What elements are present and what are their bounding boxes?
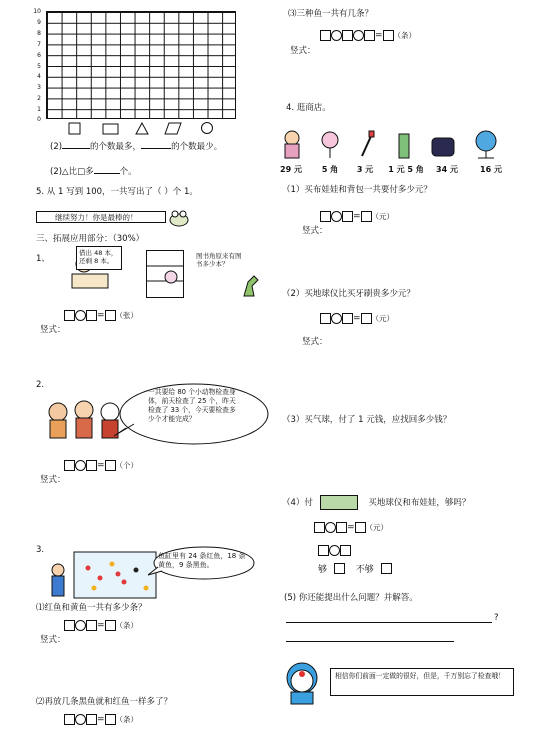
answer-box[interactable] [361, 211, 372, 222]
answer-box[interactable] [105, 460, 116, 471]
enough-checkbox[interactable] [334, 563, 345, 574]
rectangle-icon [103, 124, 118, 134]
globe-icon [476, 131, 496, 158]
q2-line2-suffix: 个。 [119, 167, 137, 177]
r-s1-unit: （元） [371, 212, 395, 221]
answer-box[interactable] [355, 522, 366, 533]
blank[interactable] [62, 148, 90, 149]
not-enough-label: 不够 [355, 565, 374, 575]
price-balloon: 5 角 [321, 165, 339, 174]
operator-circle[interactable] [353, 30, 364, 41]
bar-grid [46, 11, 236, 119]
answer-box[interactable] [105, 310, 116, 321]
closing-note: 相信你们前面一定做的很好，但是，千万别忘了检查哦！ [330, 668, 514, 696]
operator-circle[interactable] [75, 460, 86, 471]
not-enough-checkbox[interactable] [381, 563, 392, 574]
p3-unit2: （条） [115, 715, 139, 724]
bookshelf-illustration [146, 250, 184, 298]
q2-text-b: 的个数最少。 [171, 142, 223, 152]
q2-line2-prefix: (2)△比□多 [50, 167, 94, 177]
triangle-icon [136, 123, 148, 134]
y-tick: 8 [37, 30, 41, 37]
r-s1-equation: = （元） [320, 211, 394, 222]
fish-tank-illustration [48, 548, 158, 602]
q2-prefix: (2) [50, 142, 63, 152]
y-tick: 10 [33, 8, 41, 15]
p2-unit: （个） [115, 461, 139, 470]
answer-box[interactable] [64, 460, 75, 471]
p3-unit1: （条） [115, 621, 139, 630]
answer-box[interactable] [105, 714, 116, 725]
r-s1: （1）买布娃娃和背包一共要付多少元？ [282, 185, 432, 195]
r-q3-shushi: 竖式： [290, 46, 316, 56]
p3-bubble-text: 鱼缸里有 24 条红鱼，18 条黄鱼，9 条黑鱼。 [158, 552, 246, 569]
y-tick: 2 [37, 95, 41, 102]
r-s2-shushi: 竖式： [302, 337, 328, 347]
encourage-text: 继续努力！你是最棒的！ [55, 213, 138, 222]
r-s2: （2）买地球仪比买牙刷贵多少元？ [282, 289, 415, 299]
operator-circle[interactable] [331, 30, 342, 41]
answer-line[interactable] [286, 641, 454, 642]
answer-box[interactable] [64, 310, 75, 321]
r-s5-qmark: ? [494, 613, 499, 623]
r-s3: （3）买气球，付了 1 元钱，应找回多少钱？ [282, 415, 452, 425]
r-s2-equation: = （元） [320, 313, 394, 324]
y-tick: 9 [37, 19, 41, 26]
answer-box[interactable] [340, 545, 351, 556]
price-backpack: 34 元 [436, 165, 458, 174]
answer-box[interactable] [342, 211, 353, 222]
circle-icon [202, 123, 213, 134]
r-s2-unit: （元） [371, 314, 395, 323]
y-tick: 3 [37, 84, 41, 91]
dinosaur-icon [240, 272, 260, 298]
enough-label: 够 [318, 565, 328, 575]
toothbrush-icon [362, 131, 374, 156]
price-globe: 16 元 [480, 165, 502, 174]
answer-box[interactable] [318, 545, 329, 556]
price-doll: 29 元 [280, 165, 302, 174]
y-tick: 5 [37, 63, 41, 70]
p3-q1: ⑴红鱼和黄鱼一共有多少条？ [36, 603, 147, 613]
balloon-icon [322, 132, 338, 158]
backpack-icon [432, 138, 454, 156]
p1-number: 1、 [36, 254, 50, 264]
r-s4-choice [318, 562, 392, 575]
operator-circle[interactable] [75, 714, 86, 725]
answer-box[interactable] [314, 522, 325, 533]
encourage-banner [36, 211, 166, 223]
p3-shushi: 竖式： [40, 635, 66, 645]
doll-icon [285, 131, 299, 158]
operator-circle[interactable] [325, 522, 336, 533]
p2-equation: = （个） [64, 460, 138, 471]
shape-icons [65, 121, 225, 137]
answer-line[interactable] [286, 622, 492, 623]
q2-line2 [50, 167, 137, 178]
p3-q1-equation: = （条） [64, 620, 138, 631]
p3-number: 3. [36, 545, 45, 555]
answer-box[interactable] [320, 30, 331, 41]
answer-box[interactable] [320, 211, 331, 222]
q2-line1 [50, 142, 222, 153]
q5: 5. 从 1 写到 100，一共写出了（ ）个 1。 [36, 187, 198, 197]
p3-q2: ⑵再放几条黑鱼就和红鱼一样多了？ [36, 697, 173, 707]
operator-circle[interactable] [75, 310, 86, 321]
answer-box[interactable] [86, 620, 97, 631]
banknote-icon [320, 495, 358, 510]
frog-icon [168, 208, 190, 228]
p2-shushi: 竖式： [40, 475, 66, 485]
p3-q2-equation: = （条） [64, 714, 138, 725]
answer-box[interactable] [64, 714, 75, 725]
p2-bubble-text: 一共要给 80 个小动物检查身体，前天检查了 25 个，昨天检查了 33 个，今天要检查多少个才能完成？ [148, 388, 236, 423]
r-s4-compare [318, 545, 351, 556]
answer-box[interactable] [320, 313, 331, 324]
answer-box[interactable] [86, 460, 97, 471]
answer-box[interactable] [86, 714, 97, 725]
q2-text-a: 的个数最多， [90, 142, 142, 152]
square-icon [69, 123, 80, 134]
price-toothbrush: 3 元 [356, 165, 374, 174]
r-s4-line [282, 495, 470, 510]
y-tick: 1 [37, 106, 41, 113]
answer-box[interactable] [64, 620, 75, 631]
r-s4-equation: = （元） [314, 522, 388, 533]
y-tick: 7 [37, 41, 41, 48]
r-s4-prefix: （4）付 [282, 498, 313, 508]
blank[interactable] [141, 148, 171, 149]
answer-box[interactable] [336, 522, 347, 533]
r-q3-unit: （条） [393, 31, 417, 40]
operator-circle[interactable] [331, 313, 342, 324]
answer-box[interactable] [364, 30, 375, 41]
r-q3: ⑶三种鱼一共有几条？ [288, 9, 374, 19]
toothpaste-icon [399, 134, 409, 158]
r-s5: (5) 你还能提出什么问题？并解答。 [284, 593, 418, 603]
r-s1-shushi: 竖式： [302, 226, 328, 236]
p2-number: 2. [36, 380, 45, 390]
operator-circle[interactable] [75, 620, 86, 631]
p1-shushi: 竖式： [40, 325, 66, 335]
y-tick: 0 [37, 116, 41, 123]
operator-circle[interactable] [331, 211, 342, 222]
answer-box[interactable] [361, 313, 372, 324]
r-s4-suffix: 买地球仪和布娃娃，够吗？ [368, 498, 471, 508]
p1-speech-left: 借出 48 本，还剩 8 本。 [76, 246, 122, 270]
r-q4: 4. 逛商店。 [286, 103, 331, 113]
store-items [276, 128, 512, 160]
y-tick: 4 [37, 73, 41, 80]
r-s4-unit: （元） [365, 523, 389, 532]
y-tick: 6 [37, 52, 41, 59]
answer-box[interactable] [383, 30, 394, 41]
answer-box[interactable] [105, 620, 116, 631]
p1-unit: （张） [115, 311, 139, 320]
p1-speech-right: 图书角原来有图书多少本？ [196, 252, 242, 268]
section3-heading: 三、拓展应用部分：（30%） [36, 234, 145, 244]
answer-box[interactable] [86, 310, 97, 321]
parallelogram-icon [165, 123, 181, 134]
p1-equation: = （张） [64, 310, 138, 321]
answer-box[interactable] [342, 313, 353, 324]
r-q3-equation: = （条） [320, 30, 416, 41]
blank[interactable] [94, 173, 120, 174]
operator-circle[interactable] [329, 545, 340, 556]
price-toothpaste: 1 元 5 角 [388, 165, 424, 174]
doraemon-icon [282, 660, 322, 706]
answer-box[interactable] [342, 30, 353, 41]
